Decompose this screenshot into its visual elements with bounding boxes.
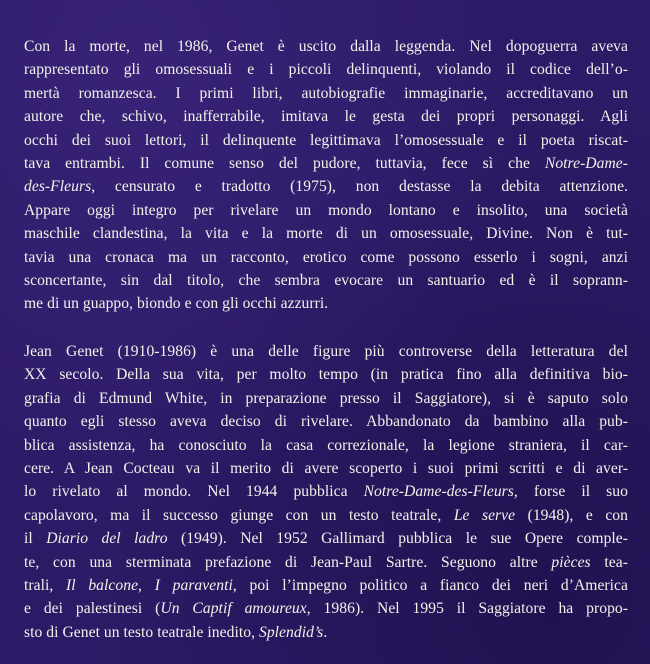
text-line: grafia di Edmund White, in preparazione presso il Saggiatore), si è saputo solo xyxy=(24,389,628,407)
text-line xyxy=(24,480,628,503)
text-line xyxy=(24,504,628,527)
text-fragment: (1948), e con xyxy=(515,506,628,524)
text-line: rappresentato gli omosessuali e i piccoli delinquenti, violando il codice dell’o- xyxy=(24,61,628,79)
text-fragment: lo rivelato al mondo. Nel 1944 pubblica xyxy=(24,483,364,501)
book-title-italic: Notre-Dame- xyxy=(544,155,628,173)
text-fragment: (1949). Nel 1952 Gallimard pubblica le sue Opere comple- xyxy=(167,530,629,548)
book-title-italic: Notre-Dame-des-Fleurs xyxy=(363,483,514,501)
book-title-italic: Le serve xyxy=(453,506,516,524)
book-title-italic: des-Fleurs xyxy=(24,178,92,196)
text-fragment: trali, xyxy=(24,577,67,595)
text-line: sconcertante, sin dal titolo, che sembra evocare un santuario ed è il soprann- xyxy=(24,272,628,290)
text-line: autore che, schivo, inafferrabile, imitava le gesta dei propri personaggi. Agli xyxy=(24,108,628,126)
text-fragment: capolavoro, ma il successo giunge con un testo teatrale, xyxy=(24,506,454,524)
author-bio-paragraph xyxy=(24,340,628,644)
text-line xyxy=(24,175,628,198)
text-fragment: , poi l’impegno politico a fianco dei neri d’America xyxy=(232,577,628,595)
text-line xyxy=(24,527,628,550)
text-fragment: sto di Genet un testo teatrale inedito, xyxy=(24,623,259,641)
book-title-italic: Splendid’s xyxy=(258,623,324,641)
text-line: blica assistenza, ha conosciuto la casa correzionale, la legione straniera, il car- xyxy=(24,436,628,454)
text-line xyxy=(24,574,628,597)
text-line: Jean Genet (1910-1986) è una delle figure più controverse della letteratura del xyxy=(24,343,628,360)
text-line: mertà romanzesca. I primi libri, autobiografie immaginarie, accreditavano un xyxy=(24,84,628,102)
text-fragment: , censurato e tradotto (1975), non destasse la debita attenzione. xyxy=(91,178,628,196)
italic-term: pièces xyxy=(551,553,591,571)
synopsis-paragraph xyxy=(24,35,628,316)
text-fragment: tava entrambi. Il comune senso del pudore, tuttavia, fece sì che xyxy=(24,155,545,173)
text-fragment: il xyxy=(24,530,47,548)
text-fragment: tea- xyxy=(590,553,628,571)
book-title-italic: Il balcone xyxy=(66,577,139,595)
text-line: occhi dei suoi lettori, il delinquente legittimava l’omosessuale e il poeta riscat- xyxy=(24,131,628,149)
text-line xyxy=(24,597,628,620)
text-fragment: , xyxy=(138,577,155,595)
text-line: me di un guappo, biondo e con gli occhi azzurri. xyxy=(24,295,329,313)
text-line: quanto egli stesso aveva deciso di rivelare. Abbandonato da bambino alla pub- xyxy=(24,413,628,431)
text-line xyxy=(24,152,628,175)
text-line: Appare oggi integro per rivelare un mondo lontano e insolito, una società xyxy=(24,201,628,219)
text-fragment: , forse il suo xyxy=(513,483,628,501)
book-title-italic: Un Captif amoureux xyxy=(160,600,307,618)
text-line xyxy=(24,551,628,574)
text-line: XX secolo. Della sua vita, per molto tempo (in pratica fino alla definitiva bio- xyxy=(24,366,628,384)
text-fragment: . xyxy=(323,623,328,641)
text-fragment: , 1986). Nel 1995 il Saggiatore ha propo- xyxy=(306,600,629,618)
text-fragment: te, con una sterminata prefazione di Jean-Paul Sartre. Seguono altre xyxy=(24,553,552,571)
book-title-italic: I paraventi xyxy=(154,577,233,595)
text-line xyxy=(24,621,628,644)
text-line: Con la morte, nel 1986, Genet è uscito dalla leggenda. Nel dopoguerra aveva xyxy=(24,38,628,55)
text-line: tavia una cronaca ma un racconto, erotico come possono esserlo i sogni, anzi xyxy=(24,248,628,266)
book-title-italic: Diario del ladro xyxy=(46,530,168,548)
text-fragment: e dei palestinesi ( xyxy=(24,600,161,618)
text-line: maschile clandestina, la vita e la morte di un omosessuale, Divine. Non è tut- xyxy=(24,225,628,243)
text-line: cere. A Jean Cocteau va il merito di avere scoperto i suoi primi scritti e di aver- xyxy=(24,460,628,478)
